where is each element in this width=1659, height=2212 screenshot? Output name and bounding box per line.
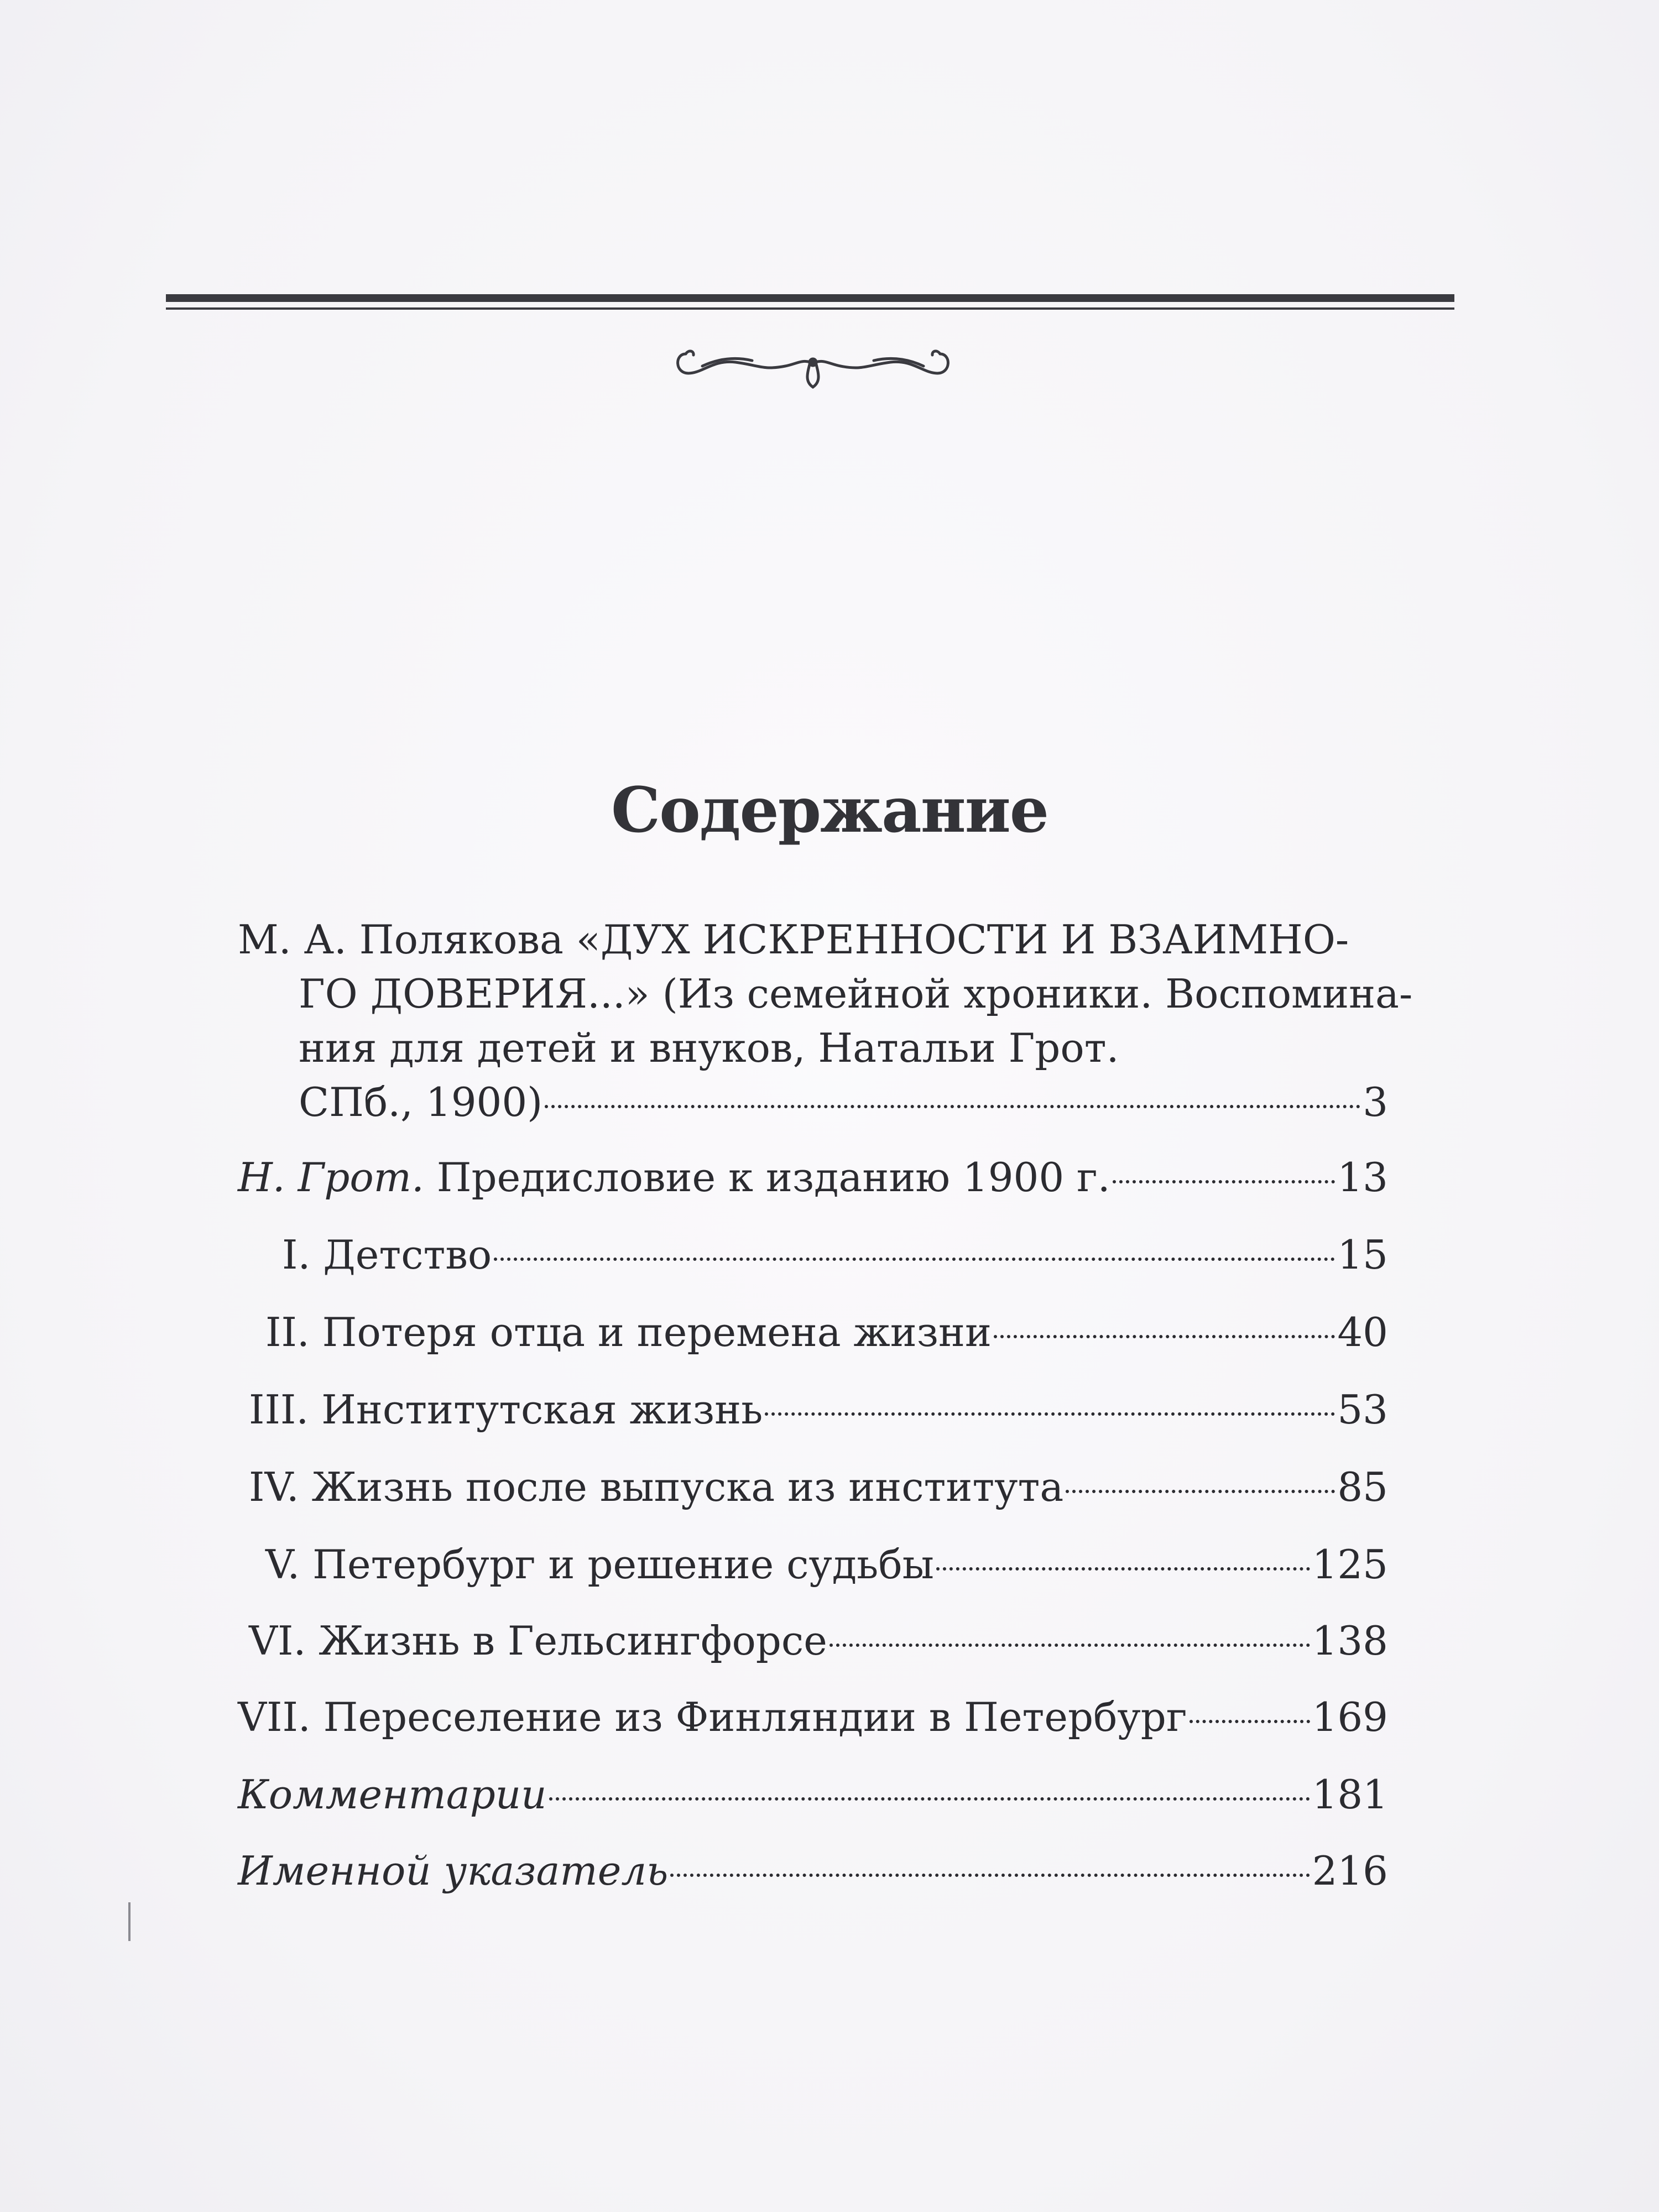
toc-entry-title: Предисловие к изданию 1900 г. xyxy=(436,1154,1110,1201)
toc-entry-page: 181 xyxy=(1312,1771,1388,1818)
dot-leader xyxy=(830,1644,1310,1647)
toc-entry-line xyxy=(238,912,1388,967)
toc-entry-page: 53 xyxy=(1337,1386,1388,1433)
toc-entry-page: 3 xyxy=(1363,1079,1388,1125)
dot-leader xyxy=(545,1105,1360,1108)
dot-leader xyxy=(494,1258,1335,1261)
toc-entry-page: 138 xyxy=(1312,1618,1388,1664)
toc-entry-author: М. А. Полякова xyxy=(238,916,564,963)
dot-leader xyxy=(670,1874,1310,1877)
toc-entry-title: V. Петербург и решение судьбы xyxy=(265,1541,934,1588)
toc-entry-title: Именной указатель xyxy=(238,1848,669,1894)
toc-entry-page: 216 xyxy=(1312,1848,1388,1894)
toc-entry-page: 125 xyxy=(1312,1541,1388,1588)
toc-entry xyxy=(249,1383,1388,1437)
toc-entry-title: Комментарии xyxy=(238,1771,547,1818)
dot-leader xyxy=(765,1412,1335,1416)
page-title: Содержание xyxy=(611,774,1048,847)
toc-entry-title-part: СПб., 1900) xyxy=(299,1079,543,1125)
toc-entry-line: ГО ДОВЕРИЯ...» (Из семейной хроники. Воспомина- xyxy=(299,971,1413,1017)
toc-entry-line: ния для детей и внуков, Натальи Грот. xyxy=(299,1025,1119,1071)
dot-leader xyxy=(549,1797,1310,1801)
toc-entry-title: I. Детство xyxy=(282,1232,492,1278)
toc-entry-introduction xyxy=(238,912,1413,1129)
toc-entry-page: 85 xyxy=(1337,1464,1388,1510)
dot-leader xyxy=(936,1567,1310,1571)
toc-entry xyxy=(238,1767,1388,1822)
dot-leader xyxy=(1113,1180,1335,1183)
toc-entry-title: III. Институтская жизнь xyxy=(249,1386,763,1433)
toc-entry xyxy=(238,1150,1388,1204)
toc-entry xyxy=(282,1228,1388,1282)
dot-leader xyxy=(994,1335,1335,1338)
toc-entry xyxy=(265,1305,1388,1359)
toc-entry-last-line xyxy=(238,1075,1388,1129)
toc-entry xyxy=(249,1460,1388,1514)
toc-entry-page: 40 xyxy=(1337,1309,1388,1355)
toc-entry-title-part: «ДУХ ИСКРЕННОСТИ И ВЗАИМНО- xyxy=(576,916,1349,963)
toc-entry xyxy=(238,1844,1388,1898)
margin-mark xyxy=(128,1902,131,1941)
toc-entry-page: 15 xyxy=(1337,1232,1388,1278)
ornament-flourish-icon xyxy=(669,332,957,393)
toc-entry-page: 13 xyxy=(1337,1154,1388,1201)
toc-entry-title: VI. Жизнь в Гельсингфорсе xyxy=(249,1618,827,1664)
dot-leader xyxy=(1190,1720,1310,1723)
toc-entry xyxy=(265,1537,1388,1592)
toc-entry-author: Н. Грот. xyxy=(238,1154,424,1201)
header-rule-thick xyxy=(166,294,1454,302)
dot-leader xyxy=(1066,1490,1335,1493)
header-rule-thin xyxy=(166,307,1454,310)
toc-entry-page: 169 xyxy=(1312,1694,1388,1740)
toc-entry xyxy=(249,1614,1388,1668)
toc-entry xyxy=(238,1690,1388,1744)
toc-entry-title: II. Потеря отца и перемена жизни xyxy=(265,1309,992,1355)
toc-entry-title: IV. Жизнь после выпуска из института xyxy=(249,1464,1064,1510)
toc-entry-title: VII. Переселение из Финляндии в Петербург xyxy=(238,1694,1187,1740)
